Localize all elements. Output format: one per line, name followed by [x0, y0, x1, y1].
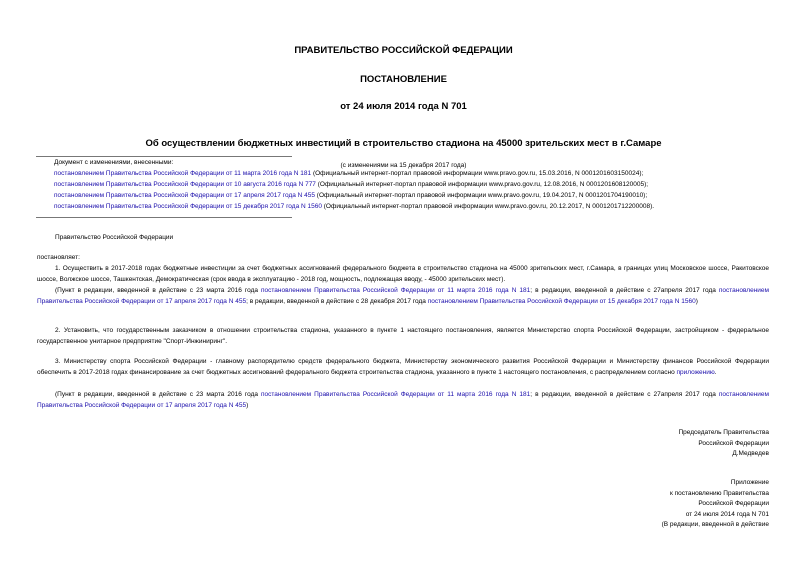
divider-top — [36, 156, 292, 157]
appendix-title: Приложение — [730, 479, 769, 486]
note-link[interactable]: постановлением Правительства Российской Федерации от 11 марта 2016 года N 181 — [261, 391, 531, 398]
appendix-edition: (В редакции, введенной в действие — [661, 521, 769, 528]
appendix-block — [662, 478, 769, 531]
note-link[interactable]: постановлением Правительства Российской Федерации от 11 марта 2016 года N 181 — [261, 287, 531, 294]
government-heading: ПРАВИТЕЛЬСТВО РОССИЙСКОЙ ФЕДЕРАЦИИ — [294, 45, 513, 56]
amendment-item — [54, 169, 643, 179]
divider-bottom — [36, 217, 292, 218]
amendment-link[interactable]: постановлением Правительства Российской Федерации от 10 августа 2016 года N 777 — [54, 181, 316, 188]
paragraph-1: 1. Осуществить в 2017-2018 годах бюджетные инвестиции за счет бюджетных ассигнований федерального бюджета в строительство стадиона на 45000 зрительских мест, г.Самара, в границах улиц Московское шоссе, Ракитовское шоссе, Волжское шоссе, Ташкентская, Демократическая (срок ввода в эксплуатацию - 2018 год, мощность, подлежащая вводу, - 45000 зрительских мест). — [37, 265, 769, 283]
note-link[interactable]: постановлением Правительства Российской Федерации от 17 апреля 2017 года N 455 — [37, 391, 769, 409]
appendix-ref: к постановлению Правительства — [669, 489, 769, 497]
signature-name: Д.Медведев — [732, 450, 769, 457]
note-link[interactable]: постановлением Правительства Российской Федерации от 15 декабря 2017 года N 1560 — [427, 298, 696, 305]
paragraph-1-note: (Пункт в редакции, введенной в действие с 23 марта 2016 года постановлением Правительства Российской Федерации от 11 марта 2016 года N 181; в редакции, введенной в действие с 27апреля 2017 года постановлением Правительства Российской Федерации от 17 апреля 2017 года N 455; в редакции, введенной в действие с 28 декабря 2017 года постановлением Правительства Российской Федерации от 15 декабря 2017 года N 1560) — [37, 287, 769, 305]
appendix-link[interactable]: приложению — [676, 369, 715, 376]
amendment-item — [54, 191, 647, 201]
appendix-org: Российской Федерации — [698, 500, 769, 507]
amendment-item — [54, 180, 648, 190]
amendment-source: (Официальный интернет-портал правовой информации www.pravo.gov.ru, 20.12.2017, N 0001201712200008). — [321, 203, 655, 210]
amendment-source: (Официальный интернет-портал правовой информации www.pravo.gov.ru, 12.08.2016, N 0001201608120005); — [315, 181, 649, 188]
paragraph-2: 2. Установить, что государственным заказчиком в отношении строительства стадиона, указанного в пункте 1 настоящего постановления, является Министерство спорта Российской Федерации, застройщиком - федеральное государственное унитарное предприятие "Спорт-Инжиниринг". — [37, 327, 769, 345]
signature-title: Председатель Правительства — [678, 429, 769, 436]
doc-subject-heading: Об осуществлении бюджетных инвестиций в строительство стадиона на 45000 зрительских мест в г.Самаре — [145, 138, 662, 149]
amendment-link[interactable]: постановлением Правительства Российской Федерации от 11 марта 2016 года N 181 — [54, 170, 312, 177]
amendment-source: (Официальный интернет-портал правовой информации www.pravo.gov.ru, 19.04.2017, N 0001201704190010); — [315, 192, 648, 199]
amendment-link[interactable]: постановлением Правительства Российской Федерации от 15 декабря 2017 года N 1560 — [54, 203, 322, 210]
signature-block — [678, 428, 769, 460]
resolves-line: постановляет: — [37, 254, 80, 261]
amendments-header: Документ с изменениями, внесенными: — [54, 159, 174, 166]
paragraph-3: 3. Министерству спорта Российской Федерации - главному распорядителю средств федерального бюджета, Министерству экономического развития Российской Федерации и Министерству финансов Российской Федерации обеспечить в 2017-2018 годах финансирование за счет бюджетных ассигнований федерального бюджета строительства стадиона, указанного в пункте 1 настоящего постановления, с распределением согласно приложению. — [37, 358, 769, 376]
appendix-date: от 24 июля 2014 года N 701 — [685, 510, 769, 518]
amendment-link[interactable]: постановлением Правительства Российской Федерации от 17 апреля 2017 года N 455 — [54, 192, 315, 199]
note-link[interactable]: постановлением Правительства Российской Федерации от 17 апреля 2017 года N 455 — [37, 287, 769, 305]
changes-note: (с изменениями на 15 декабря 2017 года) — [340, 162, 467, 169]
gov-subject-line: Правительство Российской Федерации — [55, 234, 174, 241]
amendment-source: (Официальный интернет-портал правовой информации www.pravo.gov.ru, 15.03.2016, N 0001201603150024); — [311, 170, 644, 177]
doc-date-heading: от 24 июля 2014 года N 701 — [340, 101, 467, 112]
amendment-item — [54, 202, 654, 212]
signature-org: Российской Федерации — [698, 439, 769, 447]
paragraph-3-note: (Пункт в редакции, введенной в действие с 23 марта 2016 года постановлением Правительства Российской Федерации от 11 марта 2016 года N 181; в редакции, введенной в действие с 27апреля 2017 года постановлением Правительства Российской Федерации от 17 апреля 2017 года N 455) — [37, 391, 769, 409]
doc-type-heading: ПОСТАНОВЛЕНИЕ — [360, 74, 447, 85]
